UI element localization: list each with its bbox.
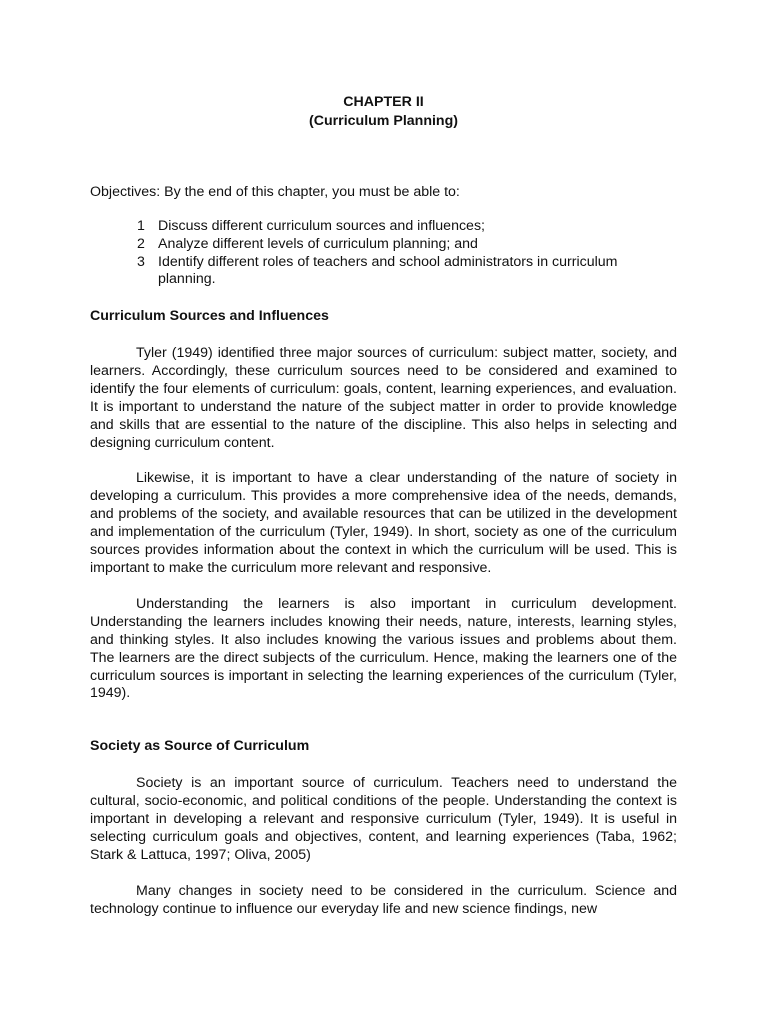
paragraph: Likewise, it is important to have a clear understanding of the nature of society in developing a curriculum. This provides a more comprehensive idea of the needs, demands, and problems of the society, and available resources that can be utilized in the development and implementation of the curriculum (Tyler, 1949). In short, society as one of the curriculum sources provides information about the context in which the curriculum will be used. This is important to make the curriculum more relevant and responsive. (90, 470, 677, 576)
objective-number: 1 (137, 217, 145, 234)
objective-number: 3 (137, 253, 145, 270)
paragraph: Understanding the learners is also important in curriculum development. Understanding the learners includes knowing their needs, nature, interests, learning styles, and thinking styles. It also includes knowing the various issues and problems about them. The learners are the direct subjects of the curriculum. Hence, making the learners one of the curriculum sources is important in selecting the learning experiences of the curriculum (Tyler, 1949). (90, 595, 677, 702)
section-heading-society: Society as Source of Curriculum (90, 738, 310, 755)
paragraph: Many changes in society need to be considered in the curriculum. Science and technology continue to influence our everyday life and new science findings, new (90, 882, 677, 917)
chapter-title: CHAPTER II (343, 94, 424, 110)
paragraph: Tyler (1949) identified three major sources of curriculum: subject matter, society, and learners. Accordingly, these curriculum sources need to be considered and examined to identify the four elements of curriculum: goals, content, learning experiences, and evaluation. It is important to understand the nature of the subject matter in order to provide knowledge and skills that are essential to the nature of the discipline. This also helps in selecting and designing curriculum content. (90, 345, 677, 451)
document-page (90, 93, 677, 937)
objective-item (137, 236, 677, 254)
chapter-subtitle: (Curriculum Planning) (309, 113, 458, 129)
objective-text: Identify different roles of teachers and school administrators in curriculum planning. (158, 253, 618, 288)
objective-item (137, 218, 677, 236)
objectives-intro: Objectives: By the end of this chapter, you must be able to: (90, 184, 460, 200)
objective-item (137, 254, 677, 290)
section-heading-sources: Curriculum Sources and Influences (90, 308, 329, 325)
objectives-list (90, 218, 677, 289)
objective-text: Analyze different levels of curriculum planning; and (158, 235, 478, 252)
objective-text: Discuss different curriculum sources and influences; (158, 217, 485, 234)
chapter-header (90, 93, 677, 131)
paragraph: Society is an important source of curriculum. Teachers need to understand the cultural, socio-economic, and political conditions of the people. Understanding the context is important in developing a relevant and responsive curriculum (Tyler, 1949). It is useful in selecting curriculum goals and objectives, content, and learning experiences (Taba, 1962; Stark & Lattuca, 1997; Oliva, 2005) (90, 775, 677, 863)
objective-number: 2 (137, 235, 145, 252)
